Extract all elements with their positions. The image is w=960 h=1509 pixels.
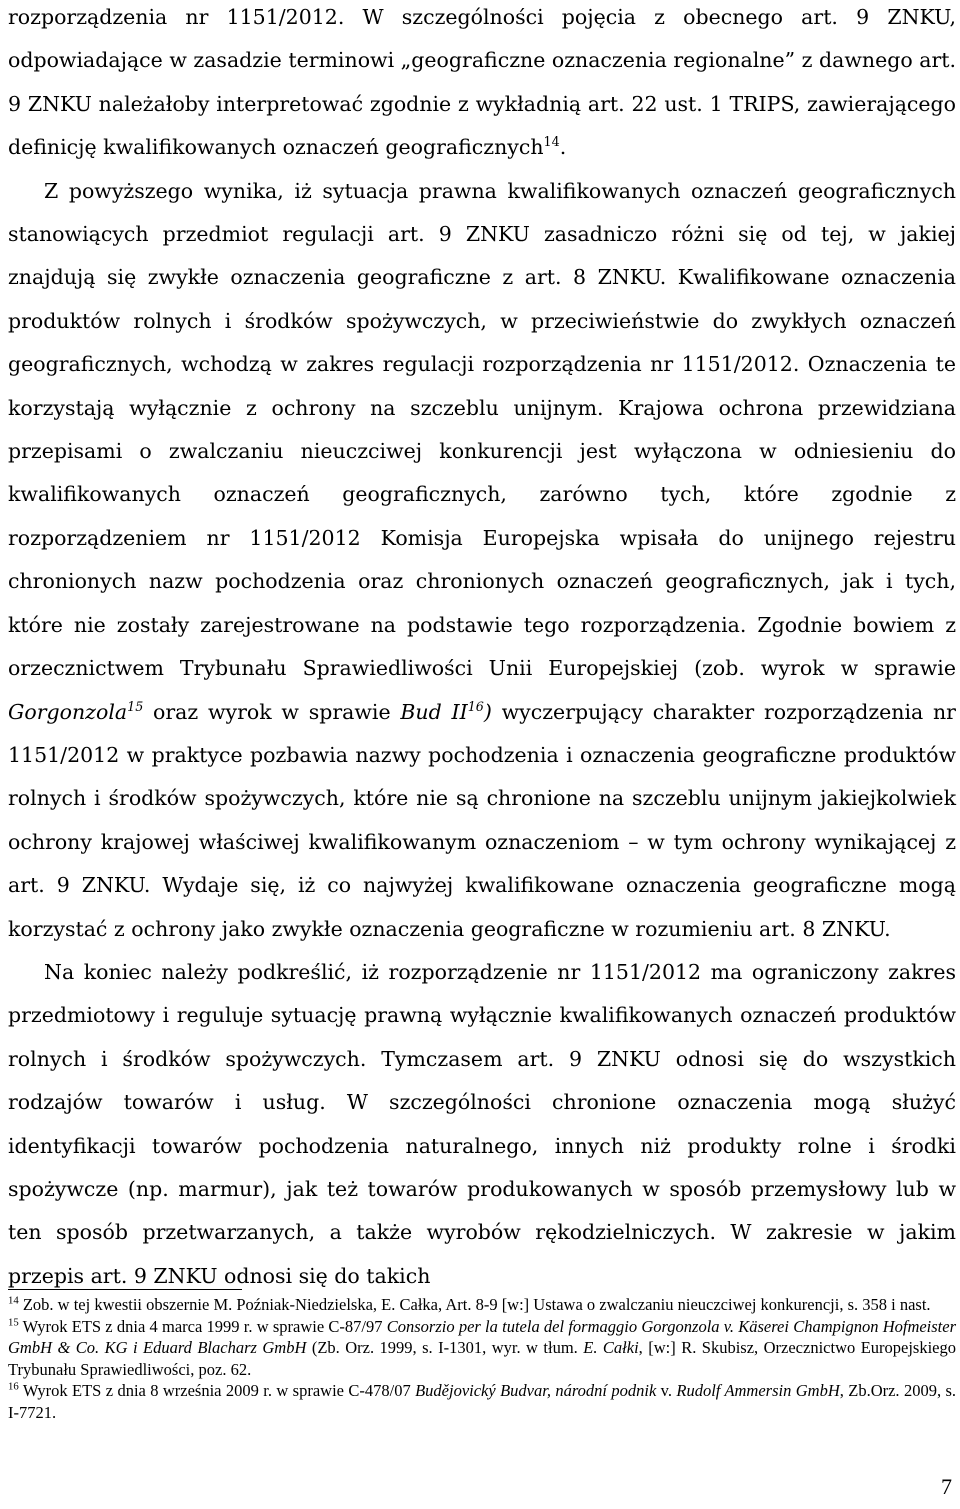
italic-text: Gorgonzola xyxy=(8,699,128,724)
text-run: . xyxy=(559,135,567,160)
footnote-number: 15 xyxy=(8,1316,19,1328)
text-run: (Zb. Orz. 1999, s. I-1301, wyr. w tłum. xyxy=(306,1338,584,1357)
text-run: Wyrok ETS z dnia 8 września 2009 r. w sprawie C-478/07 xyxy=(22,1381,416,1400)
paragraph xyxy=(8,170,956,951)
text-run: rozporządzenia nr 1151/2012. W szczególności pojęcia z obecnego art. 9 ZNKU, odpowiadające w zasadzie terminowi „geograficzne oznaczenia regionalne” z dawnego art. 9 ZNKU należałoby interpretować zgodnie z wykładnią art. 22 ust. 1 TRIPS, zawierającego definicję kwalifikowanych oznaczeń geograficznych xyxy=(8,5,956,160)
footnote xyxy=(8,1380,956,1423)
footnote-separator xyxy=(8,1289,242,1290)
italic-text: E. Całki xyxy=(583,1338,639,1357)
italic-text: Bud II xyxy=(400,699,468,724)
paragraph xyxy=(8,951,956,1298)
footnote-reference: 14 xyxy=(543,134,560,150)
footnote xyxy=(8,1316,956,1381)
paragraph xyxy=(8,0,956,170)
text-run: , [w:] R. Skubisz, Orzecznictwo Europejskiego Trybunału Sprawiedliwości, poz. 62. xyxy=(8,1338,956,1379)
footnote xyxy=(8,1294,956,1316)
text-run: Wyrok ETS z dnia 4 marca 1999 r. w sprawie C-87/97 xyxy=(22,1316,387,1336)
text-run: v. xyxy=(656,1381,677,1400)
text-run: Na koniec należy podkreślić, iż rozporządzenie nr 1151/2012 ma ograniczony zakres przedmiotowy i reguluje sytuację prawną wyłącznie kwalifikowanych oznaczeń produktów rolnych i środków spożywczych. Tymczasem art. 9 ZNKU odnosi się do wszystkich rodzajów towarów i usług. W szczególności chronione oznaczenia mogą służyć identyfikacji towarów pochodzenia naturalnego, innych niż produkty rolne i środki spożywcze (np. marmur), jak też towarów produkowanych w sposób przemysłowy lub w ten sposób przetwarzanych, a także wyrobów rękodzielniczych. W zakresie w jakim przepis art. 9 ZNKU odnosi się do takich xyxy=(8,959,956,1288)
text-run: wyczerpujący charakter rozporządzenia nr 1151/2012 w praktyce pozbawia nazwy pochodzenia i oznaczenia geograficzne produktów rolnych i środków spożywczych, które nie są chronione na szczeblu unijnym jakiejkolwiek ochrony krajowej właściwej kwalifikowanym oznaczeniom – w tym ochrony wynikającej z art. 9 ZNKU. Wydaje się, iż co najwyżej kwalifikowane oznaczenia geograficzne mogą korzystać z ochrony jako zwykłe oznaczenia geograficzne w rozumieniu art. 8 ZNKU. xyxy=(8,699,956,941)
text-run: oraz wyrok w sprawie xyxy=(143,699,401,724)
text-run: Z powyższego wynika, iż sytuacja prawna kwalifikowanych oznaczeń geograficznych stanowiących przedmiot regulacji art. 9 ZNKU zasadniczo różni się od tej, w jakiej znajdują się zwykłe oznaczenia geograficzne z art. 8 ZNKU. Kwalifikowane oznaczenia produktów rolnych i środków spożywczych, w przeciwieństwie do zwykłych oznaczeń geograficznych, wchodzą w zakres regulacji rozporządzenia nr 1151/2012. Oznaczenia te korzystają wyłącznie z ochrony na szczeblu unijnym. Krajowa ochrona przewidziana przepisami o zwalczaniu nieuczciwej konkurencji jest wyłączona w odniesieniu do kwalifikowanych oznaczeń geograficznych, zarówno tych, które zgodnie z rozporządzeniem nr 1151/2012 Komisja Europejska wpisała do unijnego rejestru chronionych nazw pochodzenia oraz chronionych oznaczeń geograficznych, jak i tych, które nie zostały zarejestrowane na podstawie tego rozporządzenia. Zgodnie bowiem z orzecznictwem Trybunału Sprawiedliwości Unii Europejskiej (zob. wyrok w sprawie xyxy=(8,178,956,681)
footnote-number: 16 xyxy=(8,1380,19,1393)
body-text xyxy=(8,0,956,1298)
page-number: 7 xyxy=(941,1474,952,1499)
text-run: , Zb.Orz. 2009, s. I-7721. xyxy=(8,1381,956,1422)
italic-text: Rudolf Ammersin GmbH xyxy=(676,1381,840,1400)
text-run: Zob. w tej kwestii obszernie M. Poźniak-Niedzielska, E. Całka, Art. 8-9 [w:] Ustawa o zwalczaniu nieuczciwej konkurencji, s. 358 i nast. xyxy=(22,1295,931,1314)
italic-text: Consorzio per la tutela del formaggio Gorgonzola v. Käserei Champignon Hofmeister GmbH & Co. KG i Eduard Blacharz GmbH xyxy=(8,1316,957,1357)
footnote-number: 14 xyxy=(8,1294,19,1307)
footnote-reference: 15 xyxy=(127,698,144,714)
footnote-reference: 16 xyxy=(467,698,484,714)
footnotes xyxy=(8,1294,956,1423)
italic-text: Budějovický Budvar, národní podnik xyxy=(415,1381,657,1400)
italic-text: ) xyxy=(483,699,492,724)
